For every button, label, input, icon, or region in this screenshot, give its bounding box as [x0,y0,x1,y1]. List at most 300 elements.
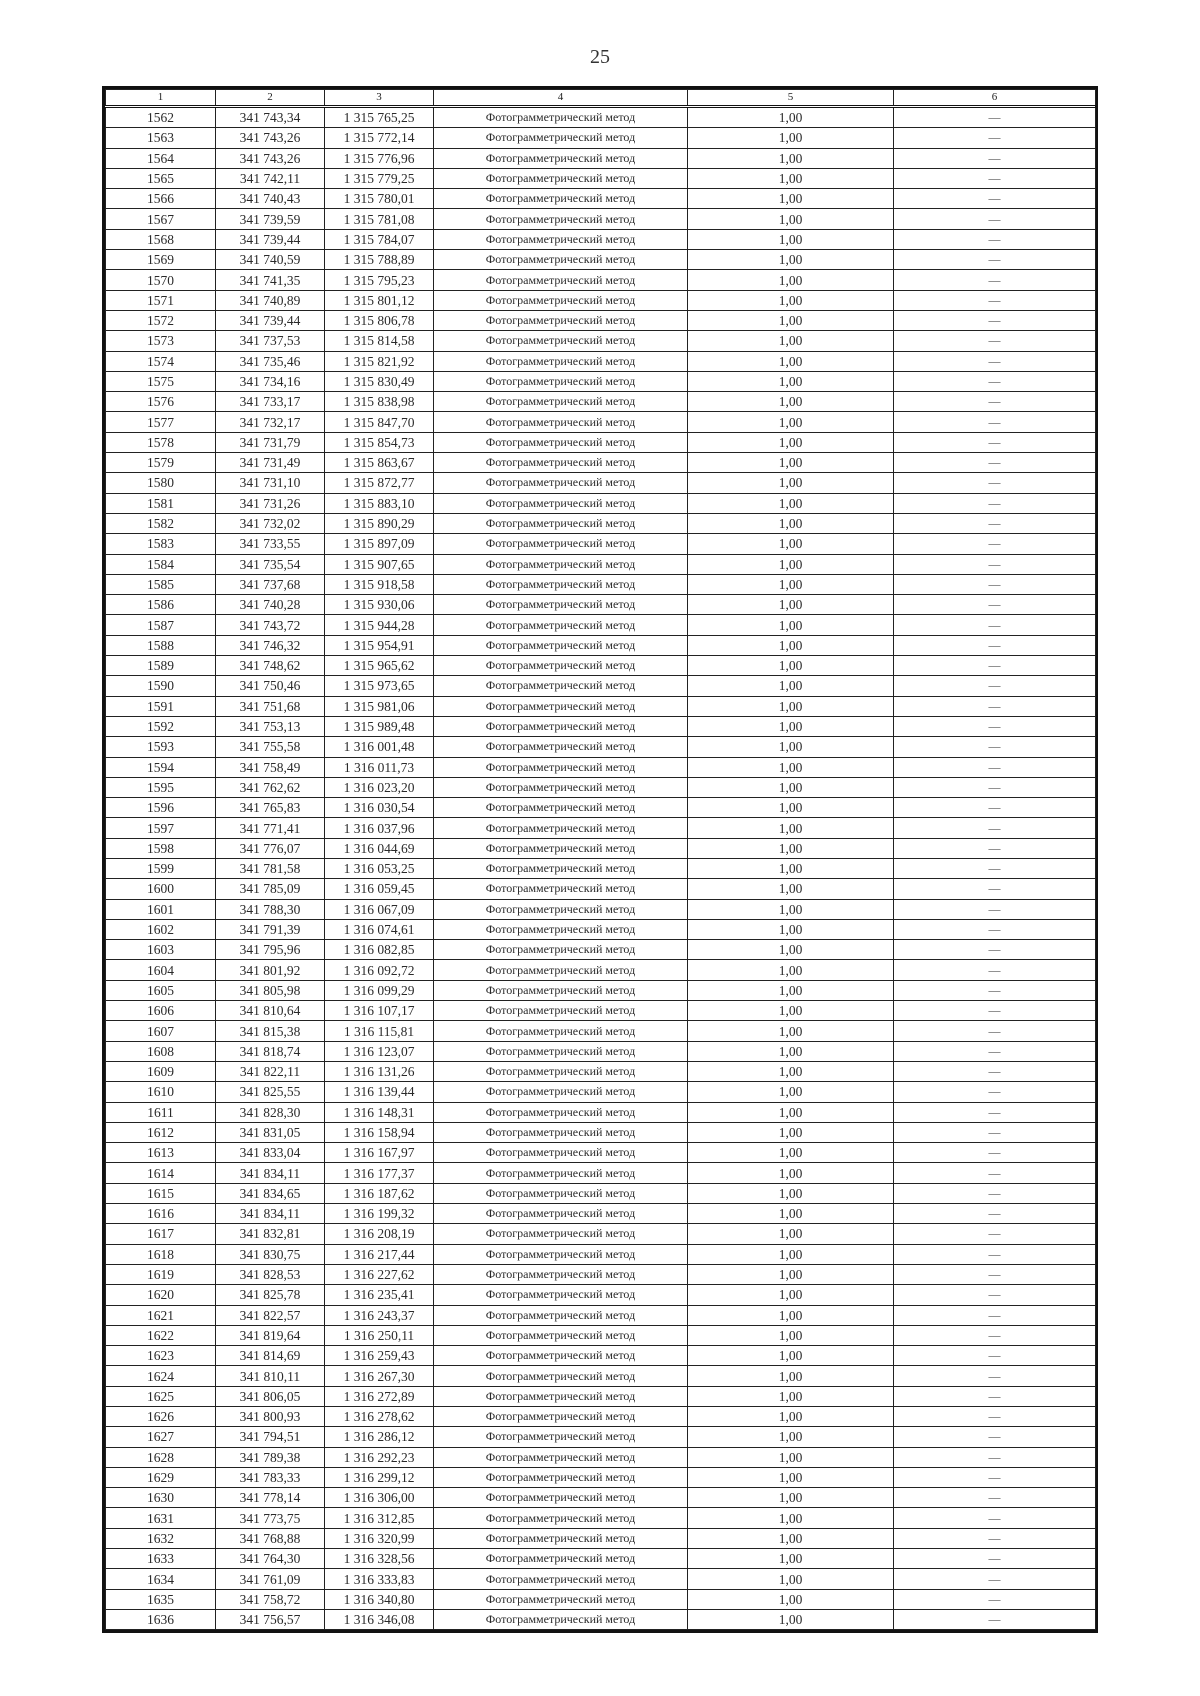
x-coordinate-cell: 341 740,59 [216,250,325,270]
y-coordinate-cell: 1 316 158,94 [325,1122,434,1142]
method-cell: Фотограмметрический метод [434,107,688,128]
accuracy-cell: 1,00 [688,1589,894,1609]
x-coordinate-cell: 341 822,57 [216,1305,325,1325]
y-coordinate-cell: 1 316 328,56 [325,1549,434,1569]
accuracy-cell: 1,00 [688,716,894,736]
accuracy-cell: 1,00 [688,1609,894,1629]
method-cell: Фотограмметрический метод [434,757,688,777]
description-cell: — [894,1204,1096,1224]
column-header-3: 3 [325,90,434,107]
description-cell: — [894,1508,1096,1528]
accuracy-cell: 1,00 [688,148,894,168]
table-row [106,1508,1096,1528]
method-cell: Фотограмметрический метод [434,899,688,919]
y-coordinate-cell: 1 316 139,44 [325,1082,434,1102]
table-row [106,940,1096,960]
x-coordinate-cell: 341 733,17 [216,392,325,412]
x-coordinate-cell: 341 831,05 [216,1122,325,1142]
y-coordinate-cell: 1 316 320,99 [325,1528,434,1548]
y-coordinate-cell: 1 316 148,31 [325,1102,434,1122]
point-number-cell: 1597 [106,818,216,838]
description-cell: — [894,696,1096,716]
point-number-cell: 1575 [106,371,216,391]
accuracy-cell: 1,00 [688,128,894,148]
accuracy-cell: 1,00 [688,1244,894,1264]
table-row [106,1244,1096,1264]
y-coordinate-cell: 1 315 765,25 [325,107,434,128]
table-row [106,310,1096,330]
method-cell: Фотограмметрический метод [434,1366,688,1386]
table-row [106,1569,1096,1589]
x-coordinate-cell: 341 810,11 [216,1366,325,1386]
description-cell: — [894,189,1096,209]
x-coordinate-cell: 341 755,58 [216,737,325,757]
table-row [106,858,1096,878]
description-cell: — [894,1488,1096,1508]
description-cell: — [894,1224,1096,1244]
y-coordinate-cell: 1 315 801,12 [325,290,434,310]
y-coordinate-cell: 1 315 780,01 [325,189,434,209]
point-number-cell: 1599 [106,858,216,878]
x-coordinate-cell: 341 732,17 [216,412,325,432]
accuracy-cell: 1,00 [688,737,894,757]
accuracy-cell: 1,00 [688,1143,894,1163]
method-cell: Фотограмметрический метод [434,1467,688,1487]
description-cell: — [894,493,1096,513]
description-cell: — [894,1589,1096,1609]
x-coordinate-cell: 341 771,41 [216,818,325,838]
y-coordinate-cell: 1 316 177,37 [325,1163,434,1183]
table-row [106,1305,1096,1325]
accuracy-cell: 1,00 [688,290,894,310]
y-coordinate-cell: 1 315 821,92 [325,351,434,371]
table-row [106,1061,1096,1081]
description-cell: — [894,432,1096,452]
method-cell: Фотограмметрический метод [434,818,688,838]
point-number-cell: 1629 [106,1467,216,1487]
point-number-cell: 1580 [106,473,216,493]
y-coordinate-cell: 1 315 838,98 [325,392,434,412]
accuracy-cell: 1,00 [688,899,894,919]
description-cell: — [894,919,1096,939]
point-number-cell: 1605 [106,980,216,1000]
table-row [106,656,1096,676]
description-cell: — [894,1183,1096,1203]
y-coordinate-cell: 1 316 037,96 [325,818,434,838]
point-number-cell: 1611 [106,1102,216,1122]
table-row [106,1528,1096,1548]
table-row [106,107,1096,128]
y-coordinate-cell: 1 315 863,67 [325,453,434,473]
method-cell: Фотограмметрический метод [434,858,688,878]
y-coordinate-cell: 1 316 099,29 [325,980,434,1000]
point-number-cell: 1620 [106,1285,216,1305]
y-coordinate-cell: 1 316 278,62 [325,1407,434,1427]
table-row [106,1467,1096,1487]
point-number-cell: 1633 [106,1549,216,1569]
table-row [106,1183,1096,1203]
point-number-cell: 1579 [106,453,216,473]
accuracy-cell: 1,00 [688,107,894,128]
accuracy-cell: 1,00 [688,189,894,209]
table-header [106,90,1096,107]
table-row [106,1549,1096,1569]
method-cell: Фотограмметрический метод [434,798,688,818]
table-row [106,1163,1096,1183]
y-coordinate-cell: 1 316 299,12 [325,1467,434,1487]
x-coordinate-cell: 341 832,81 [216,1224,325,1244]
accuracy-cell: 1,00 [688,250,894,270]
method-cell: Фотограмметрический метод [434,676,688,696]
point-number-cell: 1632 [106,1528,216,1548]
table-row [106,1041,1096,1061]
description-cell: — [894,656,1096,676]
x-coordinate-cell: 341 781,58 [216,858,325,878]
accuracy-cell: 1,00 [688,858,894,878]
point-number-cell: 1636 [106,1609,216,1629]
table-row [106,1122,1096,1142]
x-coordinate-cell: 341 739,44 [216,229,325,249]
column-header-6: 6 [894,90,1096,107]
x-coordinate-cell: 341 735,54 [216,554,325,574]
description-cell: — [894,107,1096,128]
description-cell: — [894,960,1096,980]
point-number-cell: 1565 [106,168,216,188]
point-number-cell: 1595 [106,777,216,797]
point-number-cell: 1566 [106,189,216,209]
x-coordinate-cell: 341 833,04 [216,1143,325,1163]
method-cell: Фотограмметрический метод [434,513,688,533]
accuracy-cell: 1,00 [688,1264,894,1284]
table-row [106,818,1096,838]
accuracy-cell: 1,00 [688,919,894,939]
accuracy-cell: 1,00 [688,1102,894,1122]
y-coordinate-cell: 1 315 854,73 [325,432,434,452]
method-cell: Фотограмметрический метод [434,1244,688,1264]
table-row [106,1285,1096,1305]
description-cell: — [894,1366,1096,1386]
description-cell: — [894,1427,1096,1447]
description-cell: — [894,1346,1096,1366]
accuracy-cell: 1,00 [688,1325,894,1345]
y-coordinate-cell: 1 315 781,08 [325,209,434,229]
point-number-cell: 1625 [106,1386,216,1406]
description-cell: — [894,574,1096,594]
y-coordinate-cell: 1 316 187,62 [325,1183,434,1203]
y-coordinate-cell: 1 316 059,45 [325,879,434,899]
method-cell: Фотограмметрический метод [434,128,688,148]
table-row [106,1264,1096,1284]
x-coordinate-cell: 341 746,32 [216,635,325,655]
table-row [106,1021,1096,1041]
y-coordinate-cell: 1 316 227,62 [325,1264,434,1284]
point-number-cell: 1615 [106,1183,216,1203]
point-number-cell: 1564 [106,148,216,168]
method-cell: Фотограмметрический метод [434,1508,688,1528]
y-coordinate-cell: 1 316 340,80 [325,1589,434,1609]
description-cell: — [894,128,1096,148]
table-row [106,1204,1096,1224]
description-cell: — [894,1609,1096,1629]
y-coordinate-cell: 1 315 830,49 [325,371,434,391]
method-cell: Фотограмметрический метод [434,635,688,655]
accuracy-cell: 1,00 [688,1224,894,1244]
y-coordinate-cell: 1 316 267,30 [325,1366,434,1386]
table-row [106,554,1096,574]
accuracy-cell: 1,00 [688,1061,894,1081]
y-coordinate-cell: 1 315 814,58 [325,331,434,351]
x-coordinate-cell: 341 731,79 [216,432,325,452]
point-number-cell: 1614 [106,1163,216,1183]
description-cell: — [894,1102,1096,1122]
y-coordinate-cell: 1 315 954,91 [325,635,434,655]
y-coordinate-cell: 1 316 208,19 [325,1224,434,1244]
point-number-cell: 1568 [106,229,216,249]
table-row [106,148,1096,168]
y-coordinate-cell: 1 316 001,48 [325,737,434,757]
x-coordinate-cell: 341 739,59 [216,209,325,229]
accuracy-cell: 1,00 [688,1285,894,1305]
table-row [106,1589,1096,1609]
method-cell: Фотограмметрический метод [434,209,688,229]
x-coordinate-cell: 341 753,13 [216,716,325,736]
x-coordinate-cell: 341 748,62 [216,656,325,676]
description-cell: — [894,676,1096,696]
x-coordinate-cell: 341 740,43 [216,189,325,209]
y-coordinate-cell: 1 316 074,61 [325,919,434,939]
x-coordinate-cell: 341 783,33 [216,1467,325,1487]
accuracy-cell: 1,00 [688,1305,894,1325]
x-coordinate-cell: 341 743,34 [216,107,325,128]
method-cell: Фотограмметрический метод [434,595,688,615]
method-cell: Фотограмметрический метод [434,656,688,676]
method-cell: Фотограмметрический метод [434,696,688,716]
table-row [106,1001,1096,1021]
x-coordinate-cell: 341 834,11 [216,1204,325,1224]
method-cell: Фотограмметрический метод [434,1061,688,1081]
point-number-cell: 1573 [106,331,216,351]
method-cell: Фотограмметрический метод [434,473,688,493]
accuracy-cell: 1,00 [688,818,894,838]
description-cell: — [894,1264,1096,1284]
y-coordinate-cell: 1 316 243,37 [325,1305,434,1325]
accuracy-cell: 1,00 [688,392,894,412]
y-coordinate-cell: 1 316 292,23 [325,1447,434,1467]
method-cell: Фотограмметрический метод [434,1305,688,1325]
table-row [106,980,1096,1000]
x-coordinate-cell: 341 734,16 [216,371,325,391]
point-number-cell: 1582 [106,513,216,533]
method-cell: Фотограмметрический метод [434,737,688,757]
point-number-cell: 1623 [106,1346,216,1366]
table-row [106,371,1096,391]
x-coordinate-cell: 341 828,30 [216,1102,325,1122]
column-header-5: 5 [688,90,894,107]
x-coordinate-cell: 341 740,89 [216,290,325,310]
description-cell: — [894,838,1096,858]
method-cell: Фотограмметрический метод [434,1122,688,1142]
method-cell: Фотограмметрический метод [434,331,688,351]
y-coordinate-cell: 1 316 333,83 [325,1569,434,1589]
table-row [106,1488,1096,1508]
table-row [106,493,1096,513]
description-cell: — [894,1549,1096,1569]
method-cell: Фотограмметрический метод [434,250,688,270]
x-coordinate-cell: 341 731,26 [216,493,325,513]
table-row [106,615,1096,635]
accuracy-cell: 1,00 [688,960,894,980]
point-number-cell: 1583 [106,534,216,554]
accuracy-cell: 1,00 [688,371,894,391]
method-cell: Фотограмметрический метод [434,1528,688,1548]
y-coordinate-cell: 1 316 092,72 [325,960,434,980]
y-coordinate-cell: 1 315 930,06 [325,595,434,615]
method-cell: Фотограмметрический метод [434,1285,688,1305]
x-coordinate-cell: 341 743,72 [216,615,325,635]
accuracy-cell: 1,00 [688,331,894,351]
description-cell: — [894,798,1096,818]
y-coordinate-cell: 1 315 779,25 [325,168,434,188]
point-number-cell: 1586 [106,595,216,615]
point-number-cell: 1591 [106,696,216,716]
method-cell: Фотограмметрический метод [434,919,688,939]
x-coordinate-cell: 341 828,53 [216,1264,325,1284]
method-cell: Фотограмметрический метод [434,1589,688,1609]
accuracy-cell: 1,00 [688,1569,894,1589]
description-cell: — [894,858,1096,878]
method-cell: Фотограмметрический метод [434,980,688,1000]
x-coordinate-cell: 341 825,55 [216,1082,325,1102]
point-number-cell: 1631 [106,1508,216,1528]
method-cell: Фотограмметрический метод [434,493,688,513]
header-row [106,90,1096,107]
y-coordinate-cell: 1 316 082,85 [325,940,434,960]
accuracy-cell: 1,00 [688,676,894,696]
x-coordinate-cell: 341 791,39 [216,919,325,939]
accuracy-cell: 1,00 [688,1407,894,1427]
point-number-cell: 1612 [106,1122,216,1142]
x-coordinate-cell: 341 737,68 [216,574,325,594]
y-coordinate-cell: 1 315 965,62 [325,656,434,676]
y-coordinate-cell: 1 315 918,58 [325,574,434,594]
table-row [106,432,1096,452]
method-cell: Фотограмметрический метод [434,371,688,391]
point-number-cell: 1572 [106,310,216,330]
x-coordinate-cell: 341 731,49 [216,453,325,473]
point-number-cell: 1577 [106,412,216,432]
method-cell: Фотограмметрический метод [434,189,688,209]
accuracy-cell: 1,00 [688,1528,894,1548]
description-cell: — [894,270,1096,290]
table-row [106,879,1096,899]
accuracy-cell: 1,00 [688,1346,894,1366]
accuracy-cell: 1,00 [688,513,894,533]
description-cell: — [894,310,1096,330]
point-number-cell: 1609 [106,1061,216,1081]
description-cell: — [894,716,1096,736]
x-coordinate-cell: 341 735,46 [216,351,325,371]
page-number: 25 [590,46,610,68]
description-cell: — [894,1528,1096,1548]
table-body [106,107,1096,1630]
accuracy-cell: 1,00 [688,757,894,777]
x-coordinate-cell: 341 764,30 [216,1549,325,1569]
method-cell: Фотограмметрический метод [434,940,688,960]
y-coordinate-cell: 1 315 883,10 [325,493,434,513]
y-coordinate-cell: 1 315 973,65 [325,676,434,696]
point-number-cell: 1589 [106,656,216,676]
description-cell: — [894,635,1096,655]
table-row [106,351,1096,371]
x-coordinate-cell: 341 818,74 [216,1041,325,1061]
x-coordinate-cell: 341 756,57 [216,1609,325,1629]
description-cell: — [894,1467,1096,1487]
accuracy-cell: 1,00 [688,635,894,655]
method-cell: Фотограмметрический метод [434,534,688,554]
y-coordinate-cell: 1 316 131,26 [325,1061,434,1081]
method-cell: Фотограмметрический метод [434,1082,688,1102]
table-row [106,331,1096,351]
y-coordinate-cell: 1 316 286,12 [325,1427,434,1447]
point-number-cell: 1607 [106,1021,216,1041]
point-number-cell: 1628 [106,1447,216,1467]
x-coordinate-cell: 341 778,14 [216,1488,325,1508]
method-cell: Фотограмметрический метод [434,1569,688,1589]
y-coordinate-cell: 1 315 890,29 [325,513,434,533]
y-coordinate-cell: 1 316 272,89 [325,1386,434,1406]
method-cell: Фотограмметрический метод [434,1001,688,1021]
accuracy-cell: 1,00 [688,1427,894,1447]
point-number-cell: 1624 [106,1366,216,1386]
x-coordinate-cell: 341 806,05 [216,1386,325,1406]
point-number-cell: 1574 [106,351,216,371]
point-number-cell: 1601 [106,899,216,919]
point-number-cell: 1585 [106,574,216,594]
table-row [106,412,1096,432]
description-cell: — [894,1041,1096,1061]
method-cell: Фотограмметрический метод [434,229,688,249]
accuracy-cell: 1,00 [688,798,894,818]
method-cell: Фотограмметрический метод [434,1102,688,1122]
x-coordinate-cell: 341 810,64 [216,1001,325,1021]
description-cell: — [894,1061,1096,1081]
x-coordinate-cell: 341 830,75 [216,1244,325,1264]
description-cell: — [894,1163,1096,1183]
description-cell: — [894,534,1096,554]
x-coordinate-cell: 341 762,62 [216,777,325,797]
table-row [106,473,1096,493]
description-cell: — [894,1021,1096,1041]
accuracy-cell: 1,00 [688,168,894,188]
description-cell: — [894,940,1096,960]
method-cell: Фотограмметрический метод [434,270,688,290]
y-coordinate-cell: 1 316 023,20 [325,777,434,797]
y-coordinate-cell: 1 316 346,08 [325,1609,434,1629]
accuracy-cell: 1,00 [688,1549,894,1569]
description-cell: — [894,1407,1096,1427]
x-coordinate-cell: 341 795,96 [216,940,325,960]
point-number-cell: 1626 [106,1407,216,1427]
y-coordinate-cell: 1 316 167,97 [325,1143,434,1163]
method-cell: Фотограмметрический метод [434,960,688,980]
description-cell: — [894,1569,1096,1589]
point-number-cell: 1630 [106,1488,216,1508]
x-coordinate-cell: 341 800,93 [216,1407,325,1427]
method-cell: Фотограмметрический метод [434,1346,688,1366]
table-row [106,838,1096,858]
accuracy-cell: 1,00 [688,595,894,615]
description-cell: — [894,1325,1096,1345]
